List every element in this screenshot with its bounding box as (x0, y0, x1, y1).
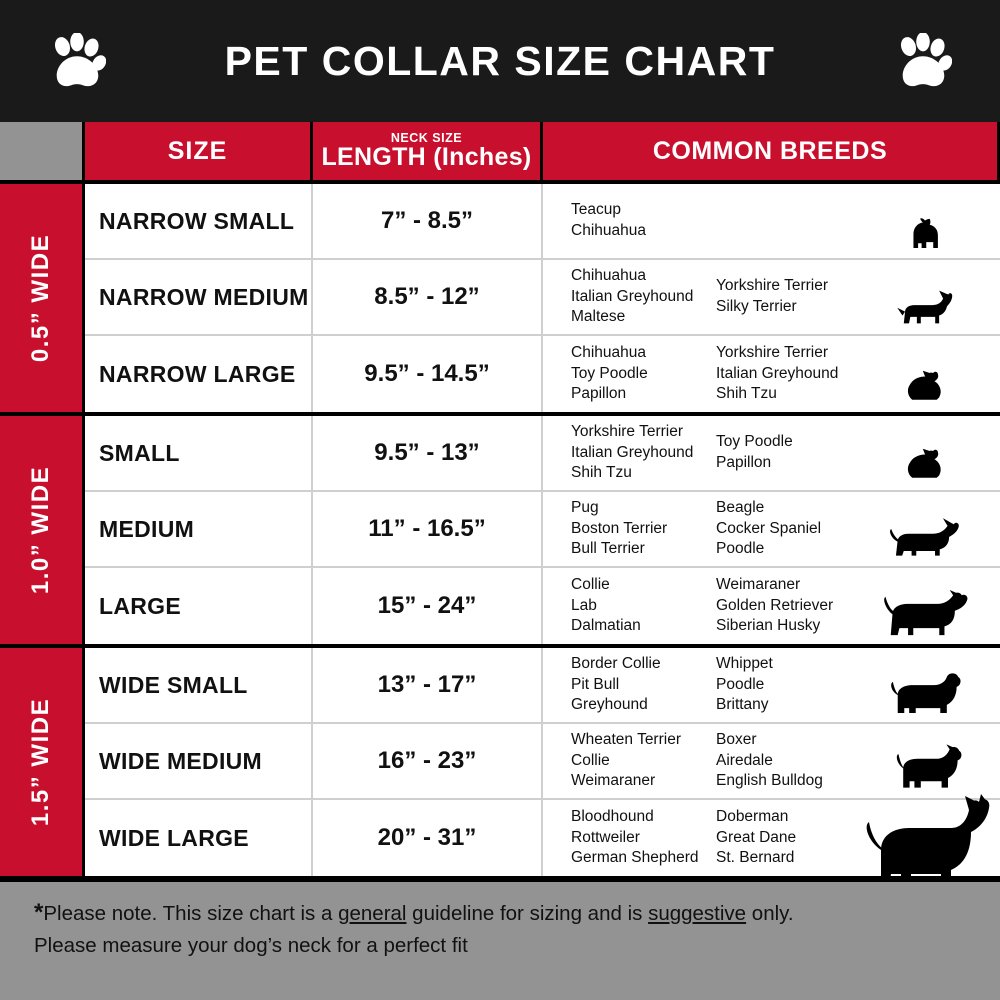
cell-size: NARROW LARGE (85, 336, 313, 412)
cell-size: SMALL (85, 416, 313, 490)
group-label-1-0-wide (0, 416, 85, 644)
breed-item: Lab (571, 596, 597, 614)
breed-item: Teacup (571, 201, 621, 219)
table-row (85, 184, 1000, 260)
table-header-row (0, 122, 1000, 180)
table-row (85, 492, 1000, 568)
breed-item: Dalmatian (571, 617, 641, 635)
breed-item: Italian Greyhound (716, 364, 839, 382)
breed-item: Golden Retriever (716, 596, 834, 614)
cell-length: 13” - 17” (313, 648, 543, 722)
footer-text-b: guideline for sizing and is (406, 902, 649, 925)
breed-column-2 (716, 276, 876, 318)
breed-column-2 (716, 654, 876, 717)
cell-length: 16” - 23” (313, 724, 543, 798)
size-table (0, 122, 1000, 882)
cell-breeds (543, 184, 1000, 258)
asterisk: * (34, 899, 44, 926)
cell-breeds (543, 568, 1000, 644)
breed-item: St. Bernard (716, 849, 795, 867)
breed-item: Chihuahua (571, 343, 646, 361)
breed-column-2 (716, 498, 876, 561)
breed-column-1 (571, 498, 716, 561)
footer-line-1 (34, 896, 966, 931)
header-spacer-cell (0, 122, 85, 180)
cell-breeds (543, 416, 1000, 490)
breed-item: Boxer (716, 730, 757, 748)
group-standard (0, 412, 1000, 644)
group-label-text: 0.5” WIDE (27, 233, 54, 363)
breed-item: English Bulldog (716, 772, 823, 790)
terrier-silhouette (868, 492, 988, 564)
breed-column-1 (571, 343, 716, 406)
breed-column-1 (571, 200, 716, 242)
breed-item: Doberman (716, 807, 789, 825)
cell-length: 9.5” - 14.5” (313, 336, 543, 412)
breed-item: Yorkshire Terrier (571, 422, 683, 440)
footer-note (0, 882, 1000, 1000)
breed-item: German Shepherd (571, 849, 699, 867)
breed-column-1 (571, 807, 716, 870)
cell-length: 8.5” - 12” (313, 260, 543, 334)
breed-item: Poodle (716, 540, 765, 558)
breed-item: Collie (571, 751, 610, 769)
cell-size: WIDE MEDIUM (85, 724, 313, 798)
group-wide (0, 644, 1000, 876)
breed-item: Yorkshire Terrier (716, 343, 828, 361)
breed-item: Brittany (716, 696, 769, 714)
pomeranian-silhouette (868, 416, 988, 488)
breed-item: Bloodhound (571, 807, 654, 825)
footer-underline-general: general (338, 902, 407, 925)
breed-item: Shih Tzu (716, 385, 777, 403)
table-row (85, 336, 1000, 412)
breed-column-1 (571, 575, 716, 638)
breed-column-2 (716, 575, 876, 638)
table-row (85, 260, 1000, 336)
cell-breeds (543, 492, 1000, 566)
breed-item: Italian Greyhound (571, 287, 694, 305)
cell-size: LARGE (85, 568, 313, 644)
breed-item: Papillon (716, 454, 772, 471)
page-title: PET COLLAR SIZE CHART (224, 37, 776, 84)
breed-item: Pit Bull (571, 675, 620, 693)
breed-item: Weimaraner (716, 575, 801, 593)
group-label-1-5-wide (0, 648, 85, 876)
breed-item: Italian Greyhound (571, 443, 694, 461)
column-header-length (313, 122, 543, 180)
breed-item: Wheaten Terrier (571, 730, 681, 748)
breed-column-2 (716, 432, 876, 474)
cell-length: 9.5” - 13” (313, 416, 543, 490)
breed-item: Chihuahua (571, 222, 646, 239)
breed-item: Cocker Spaniel (716, 519, 822, 537)
doberman-silhouette (850, 790, 1000, 890)
cell-length: 15” - 24” (313, 568, 543, 644)
table-row (85, 416, 1000, 492)
breed-item: Silky Terrier (716, 298, 797, 315)
chihuahua-silhouette (868, 260, 988, 332)
paw-icon (894, 33, 952, 91)
column-header-length-inches: LENGTH (Inches) (321, 143, 532, 172)
cell-breeds (543, 260, 1000, 334)
breed-item: Pug (571, 498, 599, 516)
bulldog-silhouette (868, 648, 988, 720)
footer-text-a: Please note. This size chart is a (43, 902, 339, 925)
breed-item: Whippet (716, 654, 773, 672)
breed-item: Border Collie (571, 654, 661, 672)
table-row (85, 568, 1000, 644)
cell-breeds (543, 800, 1000, 876)
pomeranian-silhouette (868, 338, 988, 410)
group-label-0-5-wide (0, 184, 85, 412)
breed-column-2 (716, 730, 876, 793)
breed-item: Toy Poodle (571, 364, 648, 382)
breed-column-1 (571, 266, 716, 329)
breed-column-1 (571, 422, 716, 485)
breed-item: Collie (571, 575, 610, 593)
breed-item: Rottweiler (571, 828, 640, 846)
breed-column-2 (716, 343, 876, 406)
cell-length: 20” - 31” (313, 800, 543, 876)
breed-item: Maltese (571, 308, 626, 326)
footer-text-c: only. (746, 902, 794, 925)
breed-item: Siberian Husky (716, 617, 821, 635)
cell-length: 7” - 8.5” (313, 184, 543, 258)
cell-size: NARROW SMALL (85, 184, 313, 258)
column-header-size: SIZE (85, 122, 313, 180)
group-label-text: 1.5” WIDE (27, 697, 54, 827)
cell-length: 11” - 16.5” (313, 492, 543, 566)
yorkie-silhouette (868, 184, 988, 256)
breed-item: Yorkshire Terrier (716, 277, 828, 295)
table-row (85, 648, 1000, 724)
column-header-neck-size: NECK SIZE (390, 130, 463, 145)
column-header-breeds: COMMON BREEDS (543, 122, 1000, 180)
cell-size: NARROW MEDIUM (85, 260, 313, 334)
retriever-silhouette (868, 570, 988, 642)
breed-item: Boston Terrier (571, 519, 668, 537)
cell-breeds (543, 336, 1000, 412)
group-narrow (0, 180, 1000, 412)
breed-item: Toy Poodle (716, 433, 793, 451)
boxer-silhouette (868, 724, 988, 796)
group-label-text: 1.0” WIDE (27, 465, 54, 595)
cell-size: WIDE SMALL (85, 648, 313, 722)
cell-size: MEDIUM (85, 492, 313, 566)
breed-item: Shih Tzu (571, 464, 632, 482)
table-row (85, 724, 1000, 800)
breed-item: Papillon (571, 385, 627, 403)
paw-icon (48, 33, 106, 91)
breed-item: Beagle (716, 498, 765, 516)
breed-item: Airedale (716, 751, 773, 769)
breed-column-1 (571, 654, 716, 717)
breed-item: Chihuahua (571, 266, 646, 284)
table-row (85, 800, 1000, 876)
breed-item: Great Dane (716, 828, 797, 846)
breed-item: Bull Terrier (571, 540, 645, 558)
breed-column-1 (571, 730, 716, 793)
chart-header (0, 0, 1000, 122)
footer-underline-suggestive: suggestive (648, 902, 747, 925)
cell-size: WIDE LARGE (85, 800, 313, 876)
footer-line-2: Please measure your dog’s neck for a perfect fit (34, 933, 468, 957)
breed-item: Weimaraner (571, 772, 656, 790)
breed-item: Poodle (716, 675, 765, 693)
cell-breeds (543, 724, 1000, 798)
breed-item: Greyhound (571, 696, 648, 714)
cell-breeds (543, 648, 1000, 722)
